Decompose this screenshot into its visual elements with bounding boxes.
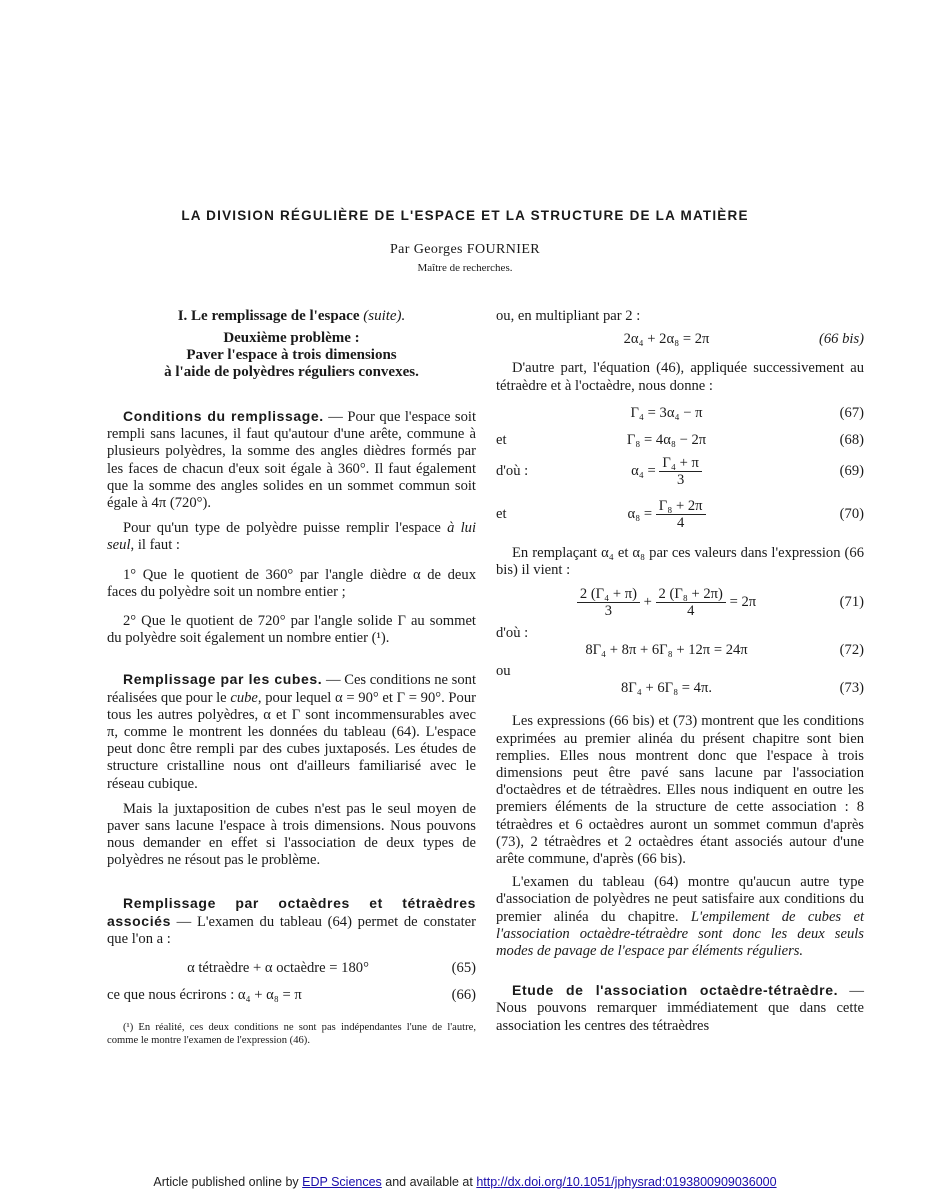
equation-66-body: ce que nous écrirons : α₄ + α₈ = π <box>107 987 302 1004</box>
equation-72-number: (72) <box>839 641 864 658</box>
text-cubes-b: , pour lequel α = 90° et Γ = 90°. Pour tous les autres polyèdres, α et Γ sont incommensurables avec π, comme le montrent les données du tableau (64). L'espace peut donc être rempli par des cubes juxtaposés. Les études de structure cristalline nous ont d'ailleurs familiarisé avec le réseau cubique. <box>107 689 476 792</box>
fraction-71-b <box>656 586 726 619</box>
equation-65-number: (65) <box>451 960 476 977</box>
equation-67-number: (67) <box>839 404 864 421</box>
paragraph-condition-1: 1° Que le quotient de 360° par l'angle dièdre α de deux faces du polyèdre soit un nombre entier ; <box>107 566 476 600</box>
equation-65 <box>107 960 476 977</box>
equation-69 <box>496 455 864 488</box>
subheading-conditions: Conditions du remplissage. <box>123 408 324 424</box>
footer-prefix: Article published online by <box>153 1175 303 1189</box>
equation-68 <box>496 432 864 449</box>
paragraph-type <box>107 520 476 554</box>
text-type-b: , il faut : <box>130 537 180 554</box>
equation-70 <box>496 498 864 531</box>
left-column <box>107 308 476 1047</box>
paragraph-examen <box>496 874 864 960</box>
paragraph-conditions <box>107 408 476 512</box>
fraction-71-b-denominator: 4 <box>687 602 695 619</box>
publication-footer <box>0 1170 930 1195</box>
footer-middle: and available at <box>381 1175 477 1189</box>
equation-66-bis-body: 2α₄ + 2α₈ = 2π <box>623 331 710 348</box>
equation-69-label: d'où : <box>496 463 529 480</box>
equation-71-rhs: = 2π <box>729 593 757 610</box>
fraction-69-numerator: Γ₄ + π <box>659 455 701 472</box>
fraction-69-denominator: 3 <box>676 472 685 489</box>
section-heading <box>107 308 476 325</box>
paragraph-juxtaposition: Mais la juxtaposition de cubes n'est pas le seul moyen de paver sans lacune l'espace à trois dimensions. Nous pouvons nous demander en effet si l'association de deux types de polyèdres ne résout pas le problème. <box>107 800 476 869</box>
equation-70-body <box>541 498 792 531</box>
author-affiliation: Maître de recherches. <box>417 262 513 274</box>
equation-66-number: (66) <box>451 987 476 1004</box>
equation-67 <box>496 405 864 422</box>
doi-link[interactable]: http://dx.doi.org/10.1051/jphysrad:0193800909036000 <box>476 1175 777 1189</box>
equation-71-plus: + <box>643 593 652 610</box>
paragraph-etude <box>496 982 864 1035</box>
equation-65-body: α tétraèdre + α octaèdre = 180° <box>187 960 369 977</box>
text-cubes-a: — Ces conditions ne sont réalisées que pour le <box>107 672 476 706</box>
equation-69-body <box>541 455 792 488</box>
text-examen-italic: L'empilement de cubes et l'association octaèdre-tétraèdre sont donc les deux seuls modes de pavage de l'espace par éléments réguliers. <box>496 908 864 960</box>
problem-subtitle-2: à l'aide de polyèdres réguliers convexes. <box>164 364 419 380</box>
equation-71-body <box>541 586 792 619</box>
paragraph-multiplication: ou, en multipliant par 2 : <box>496 308 641 324</box>
equation-72-label: d'où : <box>496 624 529 641</box>
equation-66 <box>107 987 476 1004</box>
fraction-71-a <box>577 586 640 619</box>
subheading-etude: Etude de l'association octaèdre-tétraèdre. <box>512 982 839 999</box>
equation-71-number: (71) <box>839 593 864 610</box>
equation-71 <box>496 586 864 619</box>
text-examen: L'examen du tableau (64) montre qu'aucun autre type d'association de polyèdres ne peut satisfaire aux conditions du premier alinéa du chapitre. <box>496 874 864 925</box>
equation-73-body: 8Γ₄ + 6Γ₈ = 4π. <box>620 680 712 697</box>
equation-69-lhs: α₄ = <box>631 463 656 480</box>
equation-66-bis-number: (66 bis) <box>819 331 864 348</box>
problem-subtitle-1: Paver l'espace à trois dimensions <box>186 347 397 363</box>
equation-73-label: ou <box>496 663 511 680</box>
equation-68-body: Γ₈ = 4α₈ − 2π <box>626 432 707 449</box>
equation-70-lhs: α₈ = <box>627 506 653 523</box>
section-title: I. Le remplissage de l'espace <box>177 308 364 324</box>
subheading-cubes: Remplissage par les cubes. <box>123 671 323 688</box>
equation-72-body: 8Γ₄ + 8π + 6Γ₈ + 12π = 24π <box>585 641 748 658</box>
paragraph-octaedres <box>107 895 476 949</box>
fraction-70-numerator: Γ₈ + 2π <box>656 498 706 515</box>
paragraph-condition-2: 2° Que le quotient de 720° par l'angle solide Γ au sommet du polyèdre soit également un nombre entier (¹). <box>107 613 476 647</box>
paragraph-autre-part: D'autre part, l'équation (46), appliquée successivement au tétraèdre et à l'octaèdre, nous donne : <box>496 360 864 394</box>
equation-73-number: (73) <box>839 680 864 697</box>
footnote: (¹) En réalité, ces deux conditions ne sont pas indépendantes l'une de l'autre, comme le montre l'examen de l'expression (46). <box>107 1021 476 1046</box>
equation-70-number: (70) <box>839 506 864 523</box>
fraction-71-a-numerator: 2 (Γ₄ + π) <box>577 586 640 603</box>
paragraph-cubes <box>107 671 476 792</box>
right-column <box>496 308 864 1035</box>
text-type-italic: à lui seul <box>107 520 476 554</box>
fraction-69 <box>659 455 701 488</box>
text-type-a: Pour qu'un type de polyèdre puisse remplir l'espace <box>123 520 448 537</box>
equation-68-label: et <box>496 432 507 449</box>
equation-66-bis <box>496 331 864 348</box>
fraction-70 <box>656 498 706 531</box>
paragraph-remplacant: En remplaçant α₄ et α₈ par ces valeurs dans l'expression (66 bis) il vient : <box>496 545 864 579</box>
fraction-71-b-numerator: 2 (Γ₈ + 2π) <box>656 586 726 603</box>
equation-72 <box>496 642 864 659</box>
equation-68-number: (68) <box>839 432 864 449</box>
fraction-70-denominator: 4 <box>676 515 685 532</box>
equation-69-number: (69) <box>839 463 864 480</box>
subheading-octaedres: Remplissage par octaèdres et tétraèdres associés <box>107 894 476 929</box>
text-conditions: — Pour que l'espace soit rempli sans lacunes, il faut qu'autour d'une arête, commune à plusieurs polyèdres, la somme des angles dièdres formés par les faces de chacun d'eux soit égale à 360°. Il faut également que la somme des angles solides en un sommet commun soit égale à 4π (720°). <box>107 409 476 512</box>
problem-title: Deuxième problème : <box>223 330 360 346</box>
author-byline: Par Georges FOURNIER <box>389 242 541 257</box>
section-suite: (suite). <box>363 308 406 324</box>
text-cubes-italic: cube <box>230 689 258 706</box>
equation-67-body: Γ₄ = 3α₄ − π <box>630 404 703 421</box>
paragraph-expressions: Les expressions (66 bis) et (73) montrent que les conditions exprimées au premier alinéa du présent chapitre sont bien remplies. Elles nous montrent donc que l'espace à trois dimensions peut être pavé sans lacune par l'association d'octaèdres et de tétraèdres. Elles nous indiquent en outre les premiers éléments de la structure de cette association : 8 tétraèdres et 6 octaèdres auront un sommet commun d'après (73), 2 tétraèdres et 2 octaèdres étant associés autour d'une arête commune, d'après (66 bis). <box>496 713 864 868</box>
text-octaedres: — L'examen du tableau (64) permet de constater que l'on a : <box>107 913 476 948</box>
edp-sciences-link[interactable]: EDP Sciences <box>302 1175 382 1189</box>
equation-73 <box>496 680 864 697</box>
article-title: LA DIVISION RÉGULIÈRE DE L'ESPACE ET LA STRUCTURE DE LA MATIÈRE <box>181 208 749 223</box>
fraction-71-a-denominator: 3 <box>604 602 613 619</box>
text-etude: — Nous pouvons remarquer immédiatement que dans cette association les centres des tétraèdres <box>496 983 864 1034</box>
equation-70-label: et <box>496 506 507 523</box>
